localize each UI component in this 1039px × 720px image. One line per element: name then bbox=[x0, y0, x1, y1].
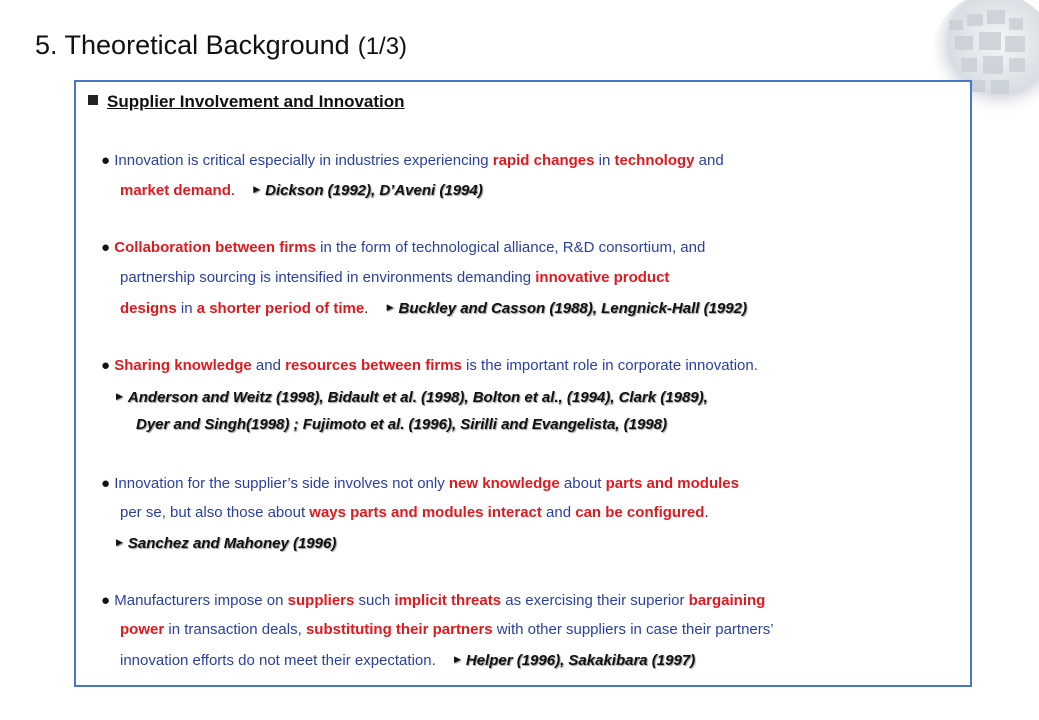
text-span: per se, but also those about bbox=[120, 504, 310, 521]
page-indicator: (1/3) bbox=[357, 33, 408, 60]
text-span: and bbox=[694, 152, 724, 169]
text-span: about bbox=[559, 475, 606, 492]
paragraph-5-line-3 bbox=[120, 649, 695, 671]
text-span: . bbox=[230, 182, 236, 199]
reference-citation bbox=[253, 182, 483, 199]
paragraph-3-ref-line-2 bbox=[136, 415, 667, 435]
text-span: partnership sourcing is intensified in environments demanding bbox=[120, 269, 536, 286]
text-span: Collaboration between firms bbox=[114, 239, 316, 256]
text-span: with other suppliers in case their partners’ bbox=[492, 621, 774, 638]
text-span: ways parts and modules interact bbox=[309, 504, 542, 521]
text-span: implicit threats bbox=[394, 592, 502, 609]
section-heading-text: Supplier Involvement and Innovation bbox=[107, 92, 405, 111]
text-span: in bbox=[176, 300, 197, 317]
arrow-right-icon: ▶ bbox=[253, 184, 261, 194]
paragraph-1-line-2 bbox=[120, 179, 483, 201]
reference-text: Dyer and Singh(1998) ; Fujimoto et al. (1996), Sirilli and Evangelista, (1998) bbox=[136, 416, 667, 433]
text-span: new knowledge bbox=[448, 475, 560, 492]
reference-text: Buckley and Casson (1988), Lengnick-Hall (1992) bbox=[398, 300, 747, 317]
reference-citation bbox=[116, 389, 708, 406]
reference-citation bbox=[454, 652, 695, 669]
text-span: bargaining bbox=[688, 592, 766, 609]
page-title-text: 5. Theoretical Background bbox=[35, 30, 350, 60]
square-bullet-icon bbox=[88, 95, 98, 105]
text-span: rapid changes bbox=[492, 152, 595, 169]
paragraph-1-line-1 bbox=[101, 151, 724, 171]
paragraph-4-ref-line bbox=[116, 532, 336, 554]
text-span: suppliers bbox=[287, 592, 355, 609]
page-title bbox=[35, 30, 407, 61]
bullet-icon: ● bbox=[101, 152, 111, 169]
reference-citation bbox=[387, 300, 747, 317]
text-span: . bbox=[364, 300, 369, 317]
paragraph-5-line-2 bbox=[120, 620, 774, 640]
text-span: innovative product bbox=[535, 269, 670, 286]
text-span: technology bbox=[614, 152, 695, 169]
section-heading bbox=[88, 92, 405, 112]
paragraph-2-line-3 bbox=[120, 297, 747, 319]
text-span: designs bbox=[120, 300, 177, 317]
text-span: . bbox=[704, 504, 709, 521]
paragraph-2-line-2 bbox=[120, 268, 669, 288]
reference-citation bbox=[116, 535, 336, 552]
reference-text: Sanchez and Mahoney (1996) bbox=[127, 535, 337, 552]
reference-text: Helper (1996), Sakakibara (1997) bbox=[465, 652, 696, 669]
text-span: can be configured bbox=[575, 504, 705, 521]
text-span: Sharing knowledge bbox=[114, 357, 252, 374]
arrow-right-icon: ▶ bbox=[386, 302, 394, 312]
text-span: in transaction deals, bbox=[164, 621, 306, 638]
arrow-right-icon: ▶ bbox=[116, 537, 123, 547]
arrow-right-icon: ▶ bbox=[453, 654, 461, 664]
paragraph-5-line-1 bbox=[101, 591, 765, 611]
text-span: such bbox=[354, 592, 395, 609]
bullet-icon: ● bbox=[101, 475, 111, 492]
paragraph-4-line-1 bbox=[101, 474, 739, 494]
reference-text: Dickson (1992), D’Aveni (1994) bbox=[265, 182, 483, 199]
text-span: market demand bbox=[120, 182, 231, 199]
text-span: Innovation for the supplier’s side involves not only bbox=[114, 475, 449, 492]
text-span: Innovation is critical especially in industries experiencing bbox=[114, 152, 493, 169]
bullet-icon: ● bbox=[101, 357, 111, 374]
text-span: resources between firms bbox=[285, 357, 462, 374]
paragraph-3-line-1 bbox=[101, 356, 758, 376]
text-span: as exercising their superior bbox=[501, 592, 689, 609]
arrow-right-icon: ▶ bbox=[116, 391, 123, 401]
text-span: and bbox=[541, 504, 576, 521]
paragraph-4-line-2 bbox=[120, 503, 709, 523]
paragraph-3-ref-line-1 bbox=[116, 386, 708, 408]
bullet-icon: ● bbox=[101, 592, 111, 609]
text-span: parts and modules bbox=[605, 475, 739, 492]
paragraph-2-line-1 bbox=[101, 238, 705, 258]
text-span: substituting their partners bbox=[305, 621, 493, 638]
text-span: a shorter period of time bbox=[196, 300, 365, 317]
bullet-icon: ● bbox=[101, 239, 111, 256]
text-span: in the form of technological alliance, R&D consortium, and bbox=[315, 239, 706, 256]
text-span: in bbox=[594, 152, 615, 169]
text-span: and bbox=[251, 357, 286, 374]
text-span: power bbox=[120, 621, 165, 638]
text-span: Manufacturers impose on bbox=[114, 592, 288, 609]
text-span: innovation efforts do not meet their expectation. bbox=[120, 652, 436, 669]
reference-text: Anderson and Weitz (1998), Bidault et al. (1998), Bolton et al., (1994), Clark (1989), bbox=[127, 389, 708, 406]
text-span: is the important role in corporate innovation. bbox=[461, 357, 758, 374]
content-panel bbox=[74, 80, 972, 687]
